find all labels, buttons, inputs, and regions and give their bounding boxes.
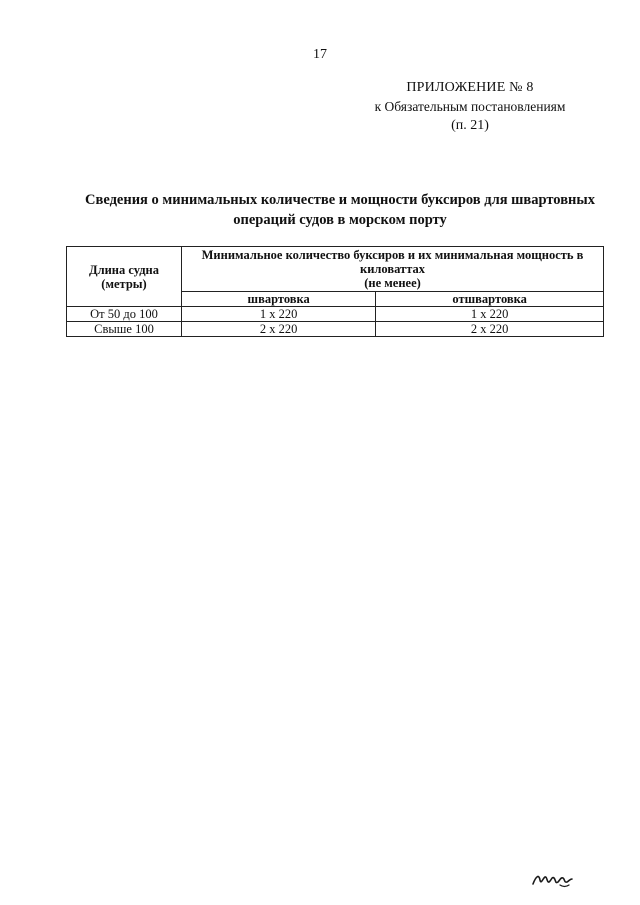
vessel-length-header: [67, 247, 182, 307]
vessel-length-header-line-1: Длина судна: [88, 262, 159, 277]
unmooring-cell: 2 х 220: [376, 322, 604, 337]
tug-header-line-2: киловаттах: [360, 262, 425, 276]
unmooring-cell: 1 х 220: [376, 307, 604, 322]
mooring-cell: 1 х 220: [182, 307, 376, 322]
mooring-cell: 2 х 220: [182, 322, 376, 337]
handwritten-signature: [530, 866, 574, 890]
mooring-column-header: швартовка: [182, 292, 376, 307]
document-title: [60, 190, 620, 230]
tug-count-power-header: [182, 247, 604, 292]
table-row: [67, 307, 604, 322]
appendix-title: ПРИЛОЖЕНИЕ № 8: [406, 80, 534, 95]
tug-header-line-3: (не менее): [364, 276, 421, 290]
tug-header-line-1: Минимальное количество буксиров и их минимальная мощность в: [201, 248, 584, 262]
table-row: [67, 322, 604, 337]
document-title-line-1: Сведения о минимальных количестве и мощности буксиров для швартовных: [85, 192, 595, 208]
appendix-document: к Обязательным постановлениям: [374, 99, 566, 114]
vessel-length-cell: От 50 до 100: [67, 307, 182, 322]
tug-requirements-table: [66, 246, 604, 337]
vessel-length-header-line-2: (метры): [101, 276, 147, 291]
page-number: 17: [313, 47, 327, 62]
appendix-clause: (п. 21): [451, 118, 489, 133]
unmooring-column-header: отшвартовка: [376, 292, 604, 307]
document-title-line-2: операций судов в морском порту: [233, 212, 447, 228]
appendix-reference: [330, 78, 610, 135]
vessel-length-cell: Свыше 100: [67, 322, 182, 337]
